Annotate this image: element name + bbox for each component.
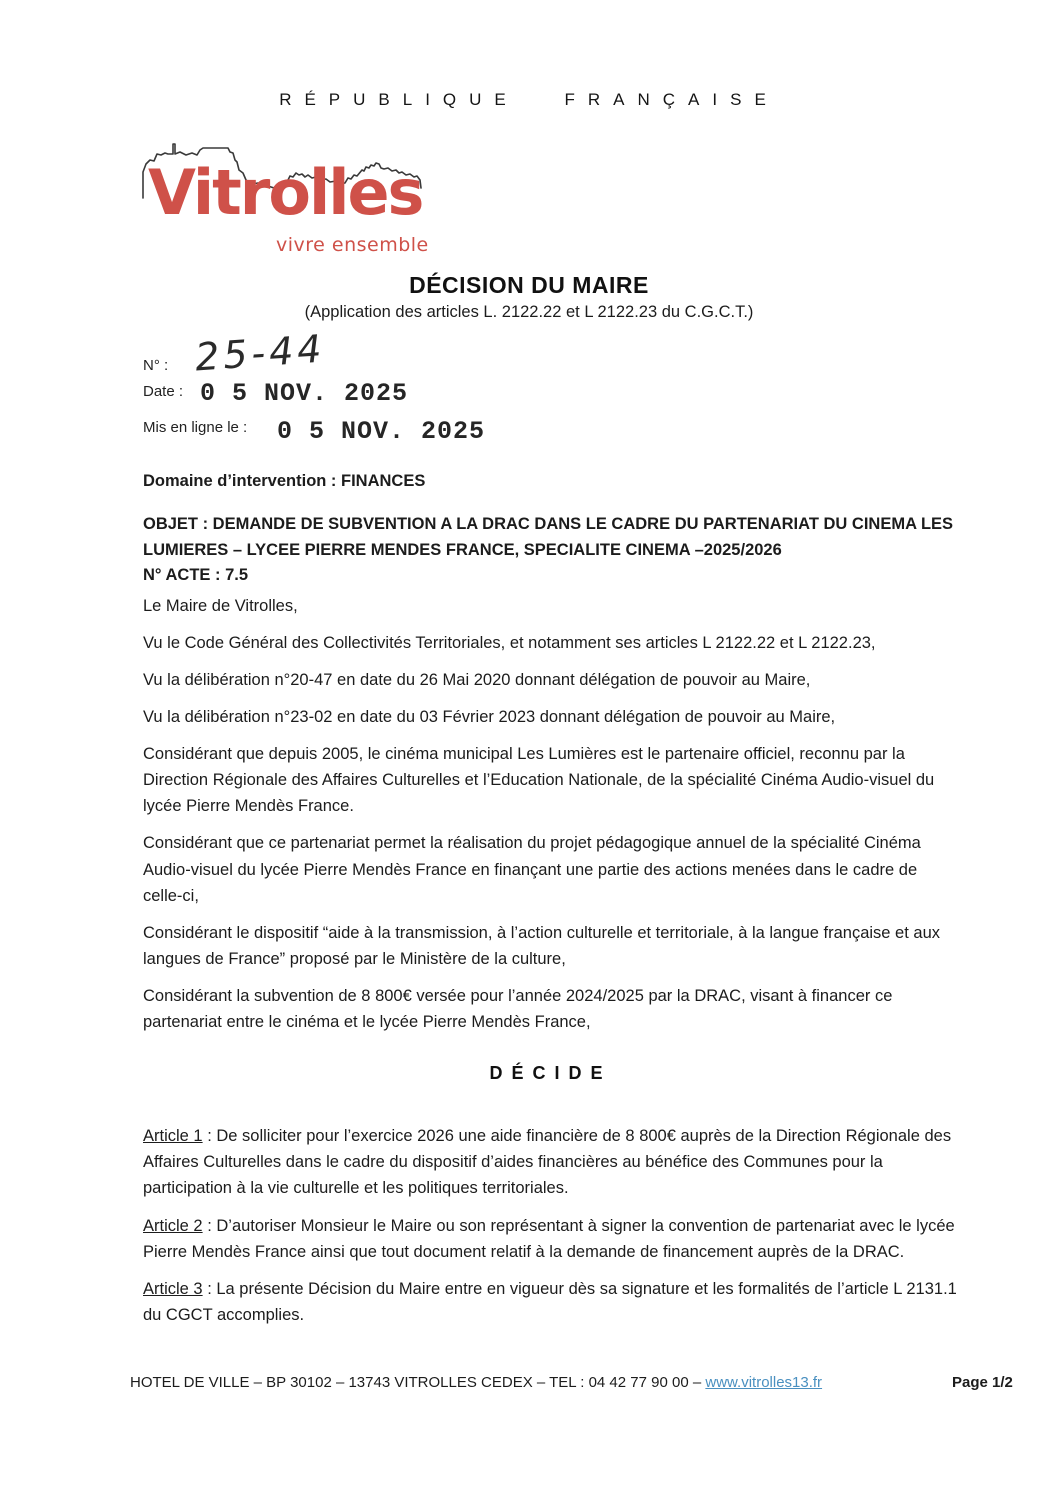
doc-title: DÉCISION DU MAIRE [409, 272, 649, 298]
date-label: Date : [143, 383, 184, 400]
objet-line: OBJET : DEMANDE DE SUBVENTION A LA DRAC DANS LE CADRE DU PARTENARIAT DU CINEMA LES LUMIERES – LYCEE PIERRE MENDES FRANCE, SPECIALITE CINEMA –2025/2026 [143, 515, 954, 559]
article-2-text: : D’autoriser Monsieur le Maire ou son représentant à signer la convention de partenariat avec le lycée Pierre Mendès France ainsi que tout document relatif à la demande de financement auprès de la DRAC. [143, 1216, 955, 1261]
doc-subtitle: (Application des articles L. 2122.22 et L 2122.23 du C.G.C.T.) [304, 303, 754, 321]
paragraph-considerant-1: Considérant que depuis 2005, le cinéma municipal Les Lumières est le partenaire officiel, reconnu par la Direction Régionale des Affaires Culturelles et l’Education Nationale, de la spécialité Cinéma Audio-visuel du lycée Pierre Mendès France. [143, 745, 935, 816]
paragraph-maire: Le Maire de Vitrolles, [143, 597, 298, 615]
meta-block [143, 326, 663, 465]
article-3-label: Article 3 [143, 1279, 203, 1298]
article-3-text: : La présente Décision du Maire entre en vigueur dès sa signature et les formalités de l’article L 2131.1 du CGCT accomplies. [143, 1279, 957, 1324]
article-2-label: Article 2 [143, 1216, 203, 1235]
vitrolles-logo [140, 140, 440, 265]
footer-address: HOTEL DE VILLE – BP 30102 – 13743 VITROLLES CEDEX – TEL : 04 42 77 90 00 – [130, 1374, 706, 1391]
online-label: Mis en ligne le : [143, 419, 248, 436]
title-block [0, 272, 1058, 322]
logo-tagline: vivre ensemble [276, 234, 429, 256]
paragraph-vu-deliberation-20-47: Vu la délibération n°20-47 en date du 26 Mai 2020 donnant délégation de pouvoir au Maire, [143, 671, 811, 690]
footer-website-link[interactable]: www.vitrolles13.fr [705, 1374, 823, 1391]
article-1-text: : De solliciter pour l’exercice 2026 une aide financière de 8 800€ auprès de la Direction Régionale des Affaires Culturelles dans le cadre du dispositif d’aides financières au bénéfice des Communes pour la participation à la vie culturelle et les politiques territoriales. [143, 1127, 952, 1198]
page-number: Page 1/2 [952, 1374, 1013, 1391]
logo-wordmark: Vitrolles [148, 156, 423, 229]
paragraph-vu-cgct: Vu le Code Général des Collectivités Territoriales, et notamment ses articles L 2122.22 et L 2122.23, [143, 634, 876, 653]
domaine-intervention-line: Domaine d’intervention : FINANCES [143, 472, 426, 490]
objet-block [143, 512, 963, 589]
article-2 [143, 1213, 958, 1265]
paragraph-considerant-3: Considérant le dispositif “aide à la transmission, à l’action culturelle et territoriale, à la langue française et aux langues de France” proposé par le Ministère de la culture, [143, 923, 940, 968]
paragraph-considerant-2: Considérant que ce partenariat permet la réalisation du projet pédagogique annuel de la spécialité Cinéma Audio-visuel du lycée Pierre Mendès France en finançant une partie des actions menées dans le cadre de celle-ci, [143, 834, 921, 905]
document-body [143, 593, 958, 1339]
article-1 [143, 1123, 958, 1201]
paragraph-vu-deliberation-23-02: Vu la délibération n°23-02 en date du 03 Février 2023 donnant délégation de pouvoir au Maire, [143, 708, 836, 727]
footer [130, 1374, 930, 1391]
online-stamp: 0 5 NOV. 2025 [277, 417, 486, 446]
decide-heading: DÉCIDE [489, 1062, 612, 1083]
article-1-label: Article 1 [143, 1127, 203, 1146]
acte-line: N° ACTE : 7.5 [143, 566, 249, 585]
paragraph-considerant-4: Considérant la subvention de 8 800€ versée pour l’année 2024/2025 par la DRAC, visant à financer ce partenariat entre le cinéma et le lycée Pierre Mendès France, [143, 986, 893, 1031]
republique-francaise-line: RÉPUBLIQUE FRANÇAISE [279, 90, 779, 109]
num-value-handwritten: 25-44 [193, 326, 327, 380]
date-stamp: 0 5 NOV. 2025 [200, 379, 409, 408]
article-3 [143, 1276, 958, 1328]
num-label: N° : [143, 357, 169, 374]
